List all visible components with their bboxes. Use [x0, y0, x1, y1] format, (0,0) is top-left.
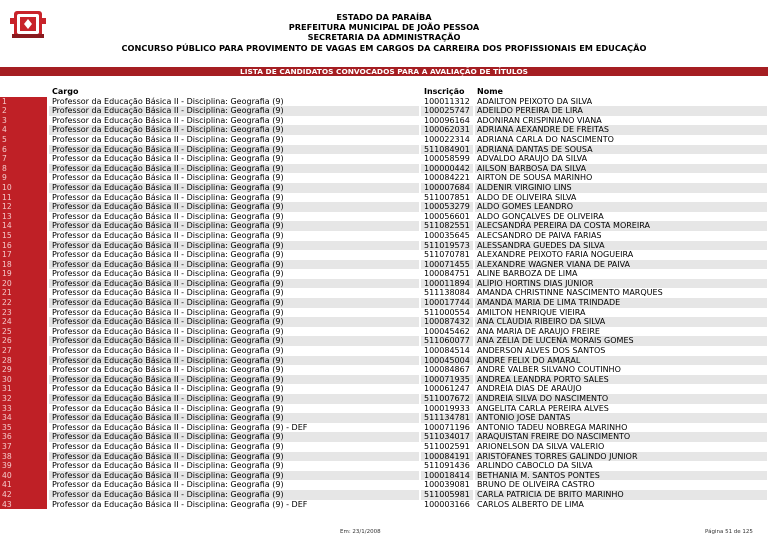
inscricao-cell: 100035645 [421, 231, 473, 241]
cargo-cell: Professor da Educação Básica II - Disciplina: Geografia (9) [49, 231, 419, 241]
row-number: 39 [0, 461, 47, 471]
inscricao-cell: 100084751 [421, 269, 473, 279]
table-row [0, 116, 768, 126]
header-num-cell [0, 87, 47, 97]
table-row [0, 125, 768, 135]
inscricao-cell: 100056601 [421, 212, 473, 222]
row-number: 5 [0, 135, 47, 145]
table-row [0, 452, 768, 462]
cargo-cell: Professor da Educação Básica II - Disciplina: Geografia (9) [49, 116, 419, 126]
nome-cell: CARLA PATRICIA DE BRITO MARINHO [475, 490, 767, 500]
nome-cell: ADEILDO PEREIRA DE LIRA [475, 106, 767, 116]
inscricao-cell: 511138084 [421, 288, 473, 298]
inscricao-cell: 100017744 [421, 298, 473, 308]
row-number: 41 [0, 480, 47, 490]
inscricao-cell: 511000554 [421, 308, 473, 318]
table-row [0, 212, 768, 222]
nome-cell: ALINE BARBOZA DE LIMA [475, 269, 767, 279]
table-row [0, 375, 768, 385]
nome-cell: ARIONELSON DA SILVA VALERIO [475, 442, 767, 452]
table-row [0, 490, 768, 500]
cargo-cell: Professor da Educação Básica II - Disciplina: Geografia (9) - DEF [49, 500, 419, 510]
nome-cell: ADRIANA CARLA DO NASCIMENTO [475, 135, 767, 145]
table-row [0, 279, 768, 289]
cargo-cell: Professor da Educação Básica II - Disciplina: Geografia (9) [49, 164, 419, 174]
inscricao-cell: 100045004 [421, 356, 473, 366]
table-row [0, 500, 768, 510]
inscricao-cell: 511070781 [421, 250, 473, 260]
table-row [0, 461, 768, 471]
nome-cell: ALECSANDRO DE PAIVA FARIAS [475, 231, 767, 241]
table-row [0, 231, 768, 241]
cargo-cell: Professor da Educação Básica II - Disciplina: Geografia (9) [49, 125, 419, 135]
table-row [0, 308, 768, 318]
nome-cell: CARLOS ALBERTO DE LIMA [475, 500, 767, 510]
cargo-cell: Professor da Educação Básica II - Disciplina: Geografia (9) [49, 461, 419, 471]
nome-cell: ADAILTON PEIXOTO DA SILVA [475, 97, 767, 107]
row-number: 34 [0, 413, 47, 423]
nome-cell: AMANDA CHRISTINNE NASCIMENTO MARQUES [475, 288, 767, 298]
cargo-cell: Professor da Educação Básica II - Disciplina: Geografia (9) [49, 384, 419, 394]
inscricao-cell: 511005981 [421, 490, 473, 500]
nome-cell: ARLINDO CABOCLO DA SILVA [475, 461, 767, 471]
table-row [0, 365, 768, 375]
table-row [0, 173, 768, 183]
nome-cell: ALECSANDRA PEREIRA DA COSTA MOREIRA [475, 221, 767, 231]
row-number: 29 [0, 365, 47, 375]
table-row [0, 106, 768, 116]
header-prefecture: PREFEITURA MUNICIPAL DE JOÃO PESSOA [288, 22, 480, 33]
inscricao-cell: 100007684 [421, 183, 473, 193]
inscricao-cell: 511084901 [421, 145, 473, 155]
row-number: 15 [0, 231, 47, 241]
inscricao-cell: 100062031 [421, 125, 473, 135]
row-number: 33 [0, 404, 47, 414]
inscricao-cell: 100058599 [421, 154, 473, 164]
row-number: 1 [0, 97, 47, 107]
cargo-cell: Professor da Educação Básica II - Disciplina: Geografia (9) [49, 327, 419, 337]
nome-cell: BRUNO DE OLIVEIRA CASTRO [475, 480, 767, 490]
nome-cell: AILSON BARBOSA DA SILVA [475, 164, 767, 174]
row-number: 9 [0, 173, 47, 183]
table-row [0, 404, 768, 414]
nome-cell: ADRIANA DANTAS DE SOUSA [475, 145, 767, 155]
cargo-cell: Professor da Educação Básica II - Disciplina: Geografia (9) [49, 106, 419, 116]
row-number: 18 [0, 260, 47, 270]
cargo-cell: Professor da Educação Básica II - Disciplina: Geografia (9) [49, 346, 419, 356]
inscricao-cell: 100019933 [421, 404, 473, 414]
inscricao-cell: 511134781 [421, 413, 473, 423]
row-number: 11 [0, 193, 47, 203]
row-number: 40 [0, 471, 47, 481]
inscricao-cell: 511091436 [421, 461, 473, 471]
nome-cell: ANDRÉ VALBER SILVANO COUTINHO [475, 365, 767, 375]
inscricao-cell: 100084221 [421, 173, 473, 183]
cargo-cell: Professor da Educação Básica II - Disciplina: Geografia (9) [49, 375, 419, 385]
table-row [0, 260, 768, 270]
nome-cell: AIRTON DE SOUSA MARINHO [475, 173, 767, 183]
cargo-cell: Professor da Educação Básica II - Disciplina: Geografia (9) - DEF [49, 423, 419, 433]
header-state: ESTADO DA PARAÍBA [336, 12, 432, 22]
nome-cell: ALDENIR VIRGINIO LINS [475, 183, 767, 193]
nome-cell: AMANDA MARIA DE LIMA TRINDADE [475, 298, 767, 308]
row-number: 25 [0, 327, 47, 337]
cargo-cell: Professor da Educação Básica II - Disciplina: Geografia (9) [49, 442, 419, 452]
cargo-cell: Professor da Educação Básica II - Disciplina: Geografia (9) [49, 241, 419, 251]
row-number: 19 [0, 269, 47, 279]
table-row [0, 164, 768, 174]
nome-cell: ADVALDO ARAUJO DA SILVA [475, 154, 767, 164]
table-row [0, 288, 768, 298]
cargo-cell: Professor da Educação Básica II - Disciplina: Geografia (9) [49, 260, 419, 270]
footer-page-number: Página 51 de 125 [705, 529, 753, 535]
inscricao-cell: 511007672 [421, 394, 473, 404]
header-secretariat: SECRETARIA DA ADMINISTRAÇÃO [307, 32, 461, 43]
column-header-inscricao: Inscrição [421, 87, 473, 97]
inscricao-cell: 100071455 [421, 260, 473, 270]
cargo-cell: Professor da Educação Básica II - Disciplina: Geografia (9) [49, 173, 419, 183]
cargo-cell: Professor da Educação Básica II - Disciplina: Geografia (9) [49, 413, 419, 423]
row-number: 21 [0, 288, 47, 298]
row-number: 38 [0, 452, 47, 462]
nome-cell: ALEXANDRE WAGNER VIANA DE PAIVA [475, 260, 767, 270]
inscricao-cell: 511034017 [421, 432, 473, 442]
cargo-cell: Professor da Educação Básica II - Disciplina: Geografia (9) [49, 145, 419, 155]
row-number: 16 [0, 241, 47, 251]
inscricao-cell: 100045462 [421, 327, 473, 337]
cargo-cell: Professor da Educação Básica II - Disciplina: Geografia (9) [49, 336, 419, 346]
cargo-cell: Professor da Educação Básica II - Disciplina: Geografia (9) [49, 490, 419, 500]
row-number: 4 [0, 125, 47, 135]
table-row [0, 145, 768, 155]
nome-cell: ARAQUISTAN FREIRE DO NASCIMENTO [475, 432, 767, 442]
cargo-cell: Professor da Educação Básica II - Disciplina: Geografia (9) [49, 135, 419, 145]
column-header-nome: Nome [475, 87, 767, 97]
nome-cell: BETHANIA M. SANTOS PONTES [475, 471, 767, 481]
nome-cell: ANA ZÉLIA DE LUCENA MORAIS GOMES [475, 336, 767, 346]
inscricao-cell: 100087432 [421, 317, 473, 327]
nome-cell: ALDO GONÇALVES DE OLIVEIRA [475, 212, 767, 222]
row-number: 23 [0, 308, 47, 318]
row-number: 20 [0, 279, 47, 289]
table-row [0, 442, 768, 452]
document-header [0, 12, 768, 53]
nome-cell: ANA CLÁUDIA RIBEIRO DA SILVA [475, 317, 767, 327]
nome-cell: ANGELITA CARLA PEREIRA ALVES [475, 404, 767, 414]
cargo-cell: Professor da Educação Básica II - Disciplina: Geografia (9) [49, 308, 419, 318]
table-row [0, 193, 768, 203]
table-row [0, 269, 768, 279]
cargo-cell: Professor da Educação Básica II - Disciplina: Geografia (9) [49, 221, 419, 231]
inscricao-cell: 511019573 [421, 241, 473, 251]
row-number: 10 [0, 183, 47, 193]
cargo-cell: Professor da Educação Básica II - Disciplina: Geografia (9) [49, 356, 419, 366]
row-number: 30 [0, 375, 47, 385]
inscricao-cell: 100084191 [421, 452, 473, 462]
row-number: 22 [0, 298, 47, 308]
inscricao-cell: 511002591 [421, 442, 473, 452]
row-number: 35 [0, 423, 47, 433]
row-number: 42 [0, 490, 47, 500]
footer-date: Em: 23/1/2008 [340, 529, 381, 535]
cargo-cell: Professor da Educação Básica II - Disciplina: Geografia (9) [49, 298, 419, 308]
row-number: 28 [0, 356, 47, 366]
cargo-cell: Professor da Educação Básica II - Disciplina: Geografia (9) [49, 212, 419, 222]
inscricao-cell: 100084867 [421, 365, 473, 375]
row-number: 37 [0, 442, 47, 452]
cargo-cell: Professor da Educação Básica II - Disciplina: Geografia (9) [49, 154, 419, 164]
table-row [0, 183, 768, 193]
nome-cell: ALDO DE OLIVEIRA SILVA [475, 193, 767, 203]
row-number: 6 [0, 145, 47, 155]
inscricao-cell: 100084514 [421, 346, 473, 356]
nome-cell: ALESSANDRA GUEDES DA SILVA [475, 241, 767, 251]
table-row [0, 221, 768, 231]
row-number: 14 [0, 221, 47, 231]
table-row [0, 135, 768, 145]
row-number: 24 [0, 317, 47, 327]
table-row [0, 384, 768, 394]
nome-cell: ALDO GOMES LEANDRO [475, 202, 767, 212]
nome-cell: ADRIANA AEXANDRE DE FREITAS [475, 125, 767, 135]
cargo-cell: Professor da Educação Básica II - Disciplina: Geografia (9) [49, 279, 419, 289]
table-row [0, 423, 768, 433]
inscricao-cell: 100071935 [421, 375, 473, 385]
nome-cell: ALÍPIO HORTINS DIAS JÚNIOR [475, 279, 767, 289]
cargo-cell: Professor da Educação Básica II - Disciplina: Geografia (9) [49, 202, 419, 212]
nome-cell: AMILTON HENRIQUE VIEIRA [475, 308, 767, 318]
column-header-cargo: Cargo [49, 87, 419, 97]
row-number: 36 [0, 432, 47, 442]
cargo-cell: Professor da Educação Básica II - Disciplina: Geografia (9) [49, 269, 419, 279]
inscricao-cell: 511060077 [421, 336, 473, 346]
table-row [0, 202, 768, 212]
inscricao-cell: 100022314 [421, 135, 473, 145]
cargo-cell: Professor da Educação Básica II - Disciplina: Geografia (9) [49, 365, 419, 375]
table-row [0, 327, 768, 337]
nome-cell: ANDREA LEANDRA PORTO SALES [475, 375, 767, 385]
cargo-cell: Professor da Educação Básica II - Disciplina: Geografia (9) [49, 193, 419, 203]
cargo-cell: Professor da Educação Básica II - Disciplina: Geografia (9) [49, 404, 419, 414]
row-number: 7 [0, 154, 47, 164]
cargo-cell: Professor da Educação Básica II - Disciplina: Geografia (9) [49, 317, 419, 327]
table-row [0, 432, 768, 442]
cargo-cell: Professor da Educação Básica II - Disciplina: Geografia (9) [49, 394, 419, 404]
table-row [0, 317, 768, 327]
table-row [0, 394, 768, 404]
row-number: 8 [0, 164, 47, 174]
row-number: 31 [0, 384, 47, 394]
nome-cell: ANDRÉIA DIAS DE ARAÚJO [475, 384, 767, 394]
nome-cell: ALEXANDRE PEIXOTO FARIA NOGUEIRA [475, 250, 767, 260]
inscricao-cell: 100000442 [421, 164, 473, 174]
row-number: 26 [0, 336, 47, 346]
nome-cell: ARISTÓFANES TORRES GALINDO JUNIOR [475, 452, 767, 462]
nome-cell: ANTONIO JOSÉ DANTAS [475, 413, 767, 423]
cargo-cell: Professor da Educação Básica II - Disciplina: Geografia (9) [49, 452, 419, 462]
inscricao-cell: 100003166 [421, 500, 473, 510]
cargo-cell: Professor da Educação Básica II - Disciplina: Geografia (9) [49, 432, 419, 442]
inscricao-cell: 100011894 [421, 279, 473, 289]
table-row [0, 241, 768, 251]
table-row [0, 413, 768, 423]
table-row [0, 471, 768, 481]
inscricao-cell: 100018414 [421, 471, 473, 481]
table-row [0, 336, 768, 346]
inscricao-cell: 100061247 [421, 384, 473, 394]
table-row [0, 346, 768, 356]
table-row [0, 250, 768, 260]
nome-cell: ANDRÉIA SILVA DO NASCIMENTO [475, 394, 767, 404]
row-number: 17 [0, 250, 47, 260]
list-title: LISTA DE CANDIDATOS CONVOCADOS PARA A AVALIAÇÃO DE TÍTULOS [0, 67, 768, 76]
row-number: 2 [0, 106, 47, 116]
table-row [0, 480, 768, 490]
row-number: 12 [0, 202, 47, 212]
row-number: 27 [0, 346, 47, 356]
nome-cell: ANTONIO TADEU NOBREGA MARINHO [475, 423, 767, 433]
row-number: 32 [0, 394, 47, 404]
nome-cell: ADONIRAN CRISPINIANO VIANA [475, 116, 767, 126]
inscricao-cell: 511007851 [421, 193, 473, 203]
row-number: 3 [0, 116, 47, 126]
inscricao-cell: 100096164 [421, 116, 473, 126]
table-row [0, 97, 768, 107]
cargo-cell: Professor da Educação Básica II - Disciplina: Geografia (9) [49, 480, 419, 490]
inscricao-cell: 100039081 [421, 480, 473, 490]
cargo-cell: Professor da Educação Básica II - Disciplina: Geografia (9) [49, 250, 419, 260]
cargo-cell: Professor da Educação Básica II - Disciplina: Geografia (9) [49, 183, 419, 193]
nome-cell: ANDERSON ALVES DOS SANTOS [475, 346, 767, 356]
row-number: 43 [0, 500, 47, 510]
row-number: 13 [0, 212, 47, 222]
cargo-cell: Professor da Educação Básica II - Disciplina: Geografia (9) [49, 471, 419, 481]
cargo-cell: Professor da Educação Básica II - Disciplina: Geografia (9) [49, 288, 419, 298]
nome-cell: ANA MARIA DE ARAUJO FREIRE [475, 327, 767, 337]
nome-cell: ANDRÉ FELIX DO AMARAL [475, 356, 767, 366]
table-row [0, 154, 768, 164]
inscricao-cell: 100053279 [421, 202, 473, 212]
table-row [0, 298, 768, 308]
inscricao-cell: 100071196 [421, 423, 473, 433]
header-contest: CONCURSO PÚBLICO PARA PROVIMENTO DE VAGAS EM CARGOS DA CARREIRA DOS PROFISSIONAIS EM EDUCAÇÃO [121, 42, 647, 53]
table-row [0, 356, 768, 366]
inscricao-cell: 100011312 [421, 97, 473, 107]
inscricao-cell: 511082551 [421, 221, 473, 231]
inscricao-cell: 100025747 [421, 106, 473, 116]
table-header-row [0, 87, 768, 97]
candidates-table [0, 87, 768, 509]
cargo-cell: Professor da Educação Básica II - Disciplina: Geografia (9) [49, 97, 419, 107]
